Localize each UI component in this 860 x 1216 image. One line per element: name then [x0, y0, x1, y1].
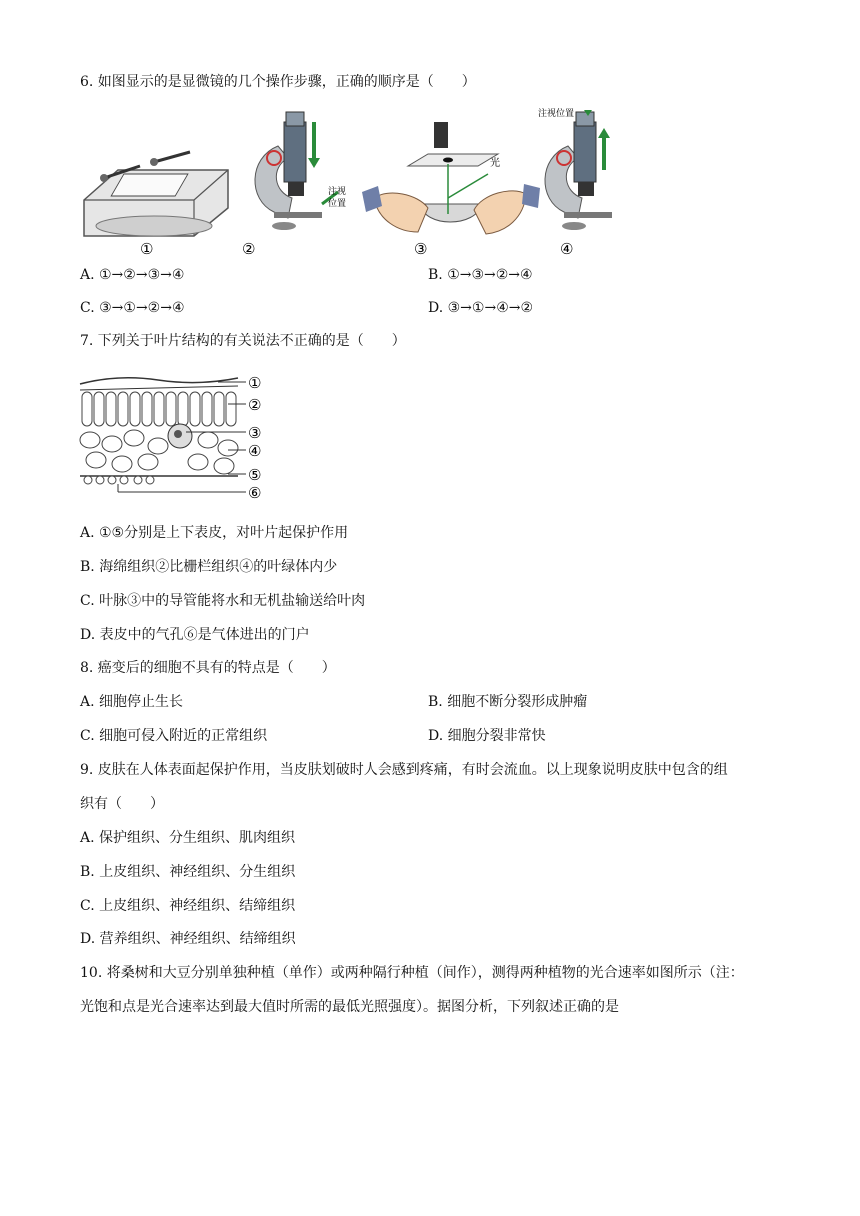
leaf-label-6: ⑥: [248, 484, 262, 502]
q7-stem: 7. 下列关于叶片结构的有关说法不正确的是（ ）: [80, 333, 406, 349]
q9-stem-line1: 9. 皮肤在人体表面起保护作用，当皮肤划破时人会感到疼痛，有时会流血。以上现象说明皮肤中包含的组: [80, 762, 728, 778]
q7-option-c: C. 叶脉③中的导管能将水和无机盐输送给叶肉: [80, 593, 366, 609]
step4-label: ④: [560, 240, 574, 258]
leaf-label-1: ①: [248, 374, 262, 392]
step2-annotation-2: 位置: [328, 199, 347, 209]
leaf-section-illustration: [80, 378, 246, 492]
step1-stage-illustration: [84, 152, 228, 236]
leaf-label-4: ④: [248, 442, 262, 460]
q8-option-c: C. 细胞可侵入附近的正常组织: [80, 728, 268, 744]
leaf-label-2: ②: [248, 396, 262, 414]
q8-option-a: A. 细胞停止生长: [80, 694, 184, 710]
step2-annotation: 注视: [328, 187, 347, 197]
step1-label: ①: [140, 240, 154, 258]
q8-option-d: D. 细胞分裂非常快: [428, 728, 546, 744]
q9-option-a: A. 保护组织、分生组织、肌肉组织: [80, 830, 296, 846]
leaf-label-3: ③: [248, 424, 262, 442]
q10-stem-line1: 10. 将桑树和大豆分别单独种植（单作）或两种隔行种植（间作），测得两种植物的光合速率如图所示（注：: [80, 965, 744, 981]
q8-stem: 8. 癌变后的细胞不具有的特点是（ ）: [80, 660, 336, 676]
step3-light-label: 光: [490, 158, 500, 169]
leaf-label-5: ⑤: [248, 466, 262, 484]
step4-microscope-illustration: [545, 110, 612, 230]
q7-option-a: A. ①⑤分别是上下表皮，对叶片起保护作用: [80, 525, 349, 541]
step4-annotation: 注视位置: [538, 109, 575, 119]
q7-option-b: B. 海绵组织②比栅栏组织④的叶绿体内少: [80, 559, 338, 575]
q6-option-c: C. ③→①→②→④: [80, 300, 185, 316]
q6-option-a: A. ①→②→③→④: [80, 267, 185, 283]
step3-label: ③: [414, 240, 428, 258]
q8-option-b: B. 细胞不断分裂形成肿瘤: [428, 694, 588, 710]
q6-stem: 6. 如图显示的是显微镜的几个操作步骤，正确的顺序是（ ）: [80, 74, 476, 90]
q9-option-c: C. 上皮组织、神经组织、结缔组织: [80, 898, 296, 914]
q10-stem-line2: 光饱和点是光合速率达到最大值时所需的最低光照强度）。据图分析，下列叙述正确的是: [80, 999, 619, 1015]
q6-option-b: B. ①→③→②→④: [428, 267, 533, 283]
step3-mirror-illustration: [362, 122, 540, 234]
step2-label: ②: [242, 240, 256, 258]
q9-option-d: D. 营养组织、神经组织、结缔组织: [80, 931, 296, 947]
q9-option-b: B. 上皮组织、神经组织、分生组织: [80, 864, 296, 880]
microscope-steps-figure: [78, 108, 628, 260]
leaf-cross-section-figure: [78, 370, 278, 504]
q7-option-d: D. 表皮中的气孔⑥是气体进出的门户: [80, 627, 310, 643]
step2-microscope-illustration: [255, 112, 338, 230]
q9-stem-line2: 织有（ ）: [80, 796, 164, 812]
q6-option-d: D. ③→①→④→②: [428, 300, 534, 316]
